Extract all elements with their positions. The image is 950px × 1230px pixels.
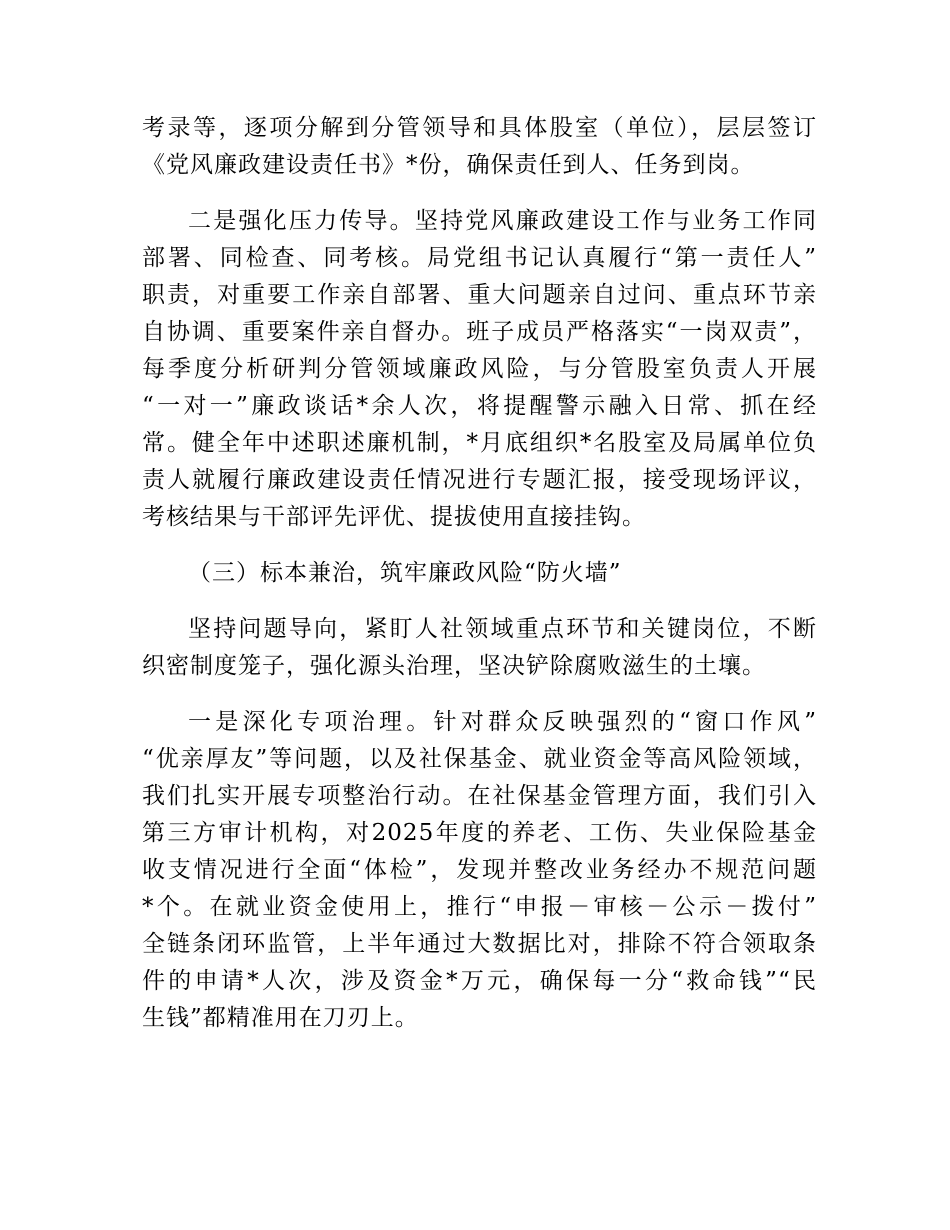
paragraph [142,203,817,536]
text-line: 我们扎实开展专项整治行动。在社保基金管理方面，我们引入 [142,783,817,809]
text-line: “一对一”廉政谈话*余人次，将提醒警示融入日常、抓在经 [142,393,817,419]
text-line: 考核结果与干部评先评优、提拔使用直接挂钩。 [142,504,646,530]
text-line: 职责，对重要工作亲自部署、重大问题亲自过问、重点环节亲 [142,282,817,308]
document-body [142,110,817,1037]
text-line: 收支情况进行全面“体检”，发现并整改业务经办不规范问题 [142,857,817,883]
section-heading-text: （三）标本兼治，筑牢廉政风险“防火墙” [188,560,622,586]
text-line: 二是强化压力传导。坚持党风廉政建设工作与业务工作同 [188,208,817,234]
text-line: 《党风廉政建设责任书》*份，确保责任到人、任务到岗。 [142,152,755,178]
text-line: *个。在就业资金使用上，推行“申报－审核－公示－拨付” [142,894,817,920]
text-line: 一是深化专项治理。针对群众反映强烈的“窗口作风” [188,709,817,735]
text-line: 织密制度笼子，强化源头治理，坚决铲除腐败滋生的土壤。 [142,653,766,679]
text-line: 责人就履行廉政建设责任情况进行专题汇报，接受现场评议， [142,467,817,493]
section-heading [142,555,817,592]
text-line: “优亲厚友”等问题，以及社保基金、就业资金等高风险领域， [142,746,817,772]
text-line: 全链条闭环监管，上半年通过大数据比对，排除不符合领取条 [142,931,817,957]
text-line: 坚持问题导向，紧盯人社领域重点环节和关键岗位，不断 [188,616,817,642]
text-line: 件的申请*人次，涉及资金*万元，确保每一分“救命钱”“民 [142,968,817,994]
paragraph [142,611,817,685]
paragraph [142,110,817,184]
text-line: 部署、同检查、同考核。局党组书记认真履行“第一责任人” [142,245,817,271]
text-line: 生钱”都精准用在刀刃上。 [142,1005,419,1031]
text-line: 考录等，逐项分解到分管领导和具体股室（单位），层层签订 [142,115,817,141]
text-line: 常。健全年中述职述廉机制，*月底组织*名股室及局属单位负 [142,430,817,456]
text-line: 第三方审计机构，对2025年度的养老、工伤、失业保险基金 [142,820,817,846]
paragraph [142,704,817,1037]
text-line: 每季度分析研判分管领域廉政风险，与分管股室负责人开展 [142,356,817,382]
text-line: 自协调、重要案件亲自督办。班子成员严格落实“一岗双责”， [142,319,817,345]
